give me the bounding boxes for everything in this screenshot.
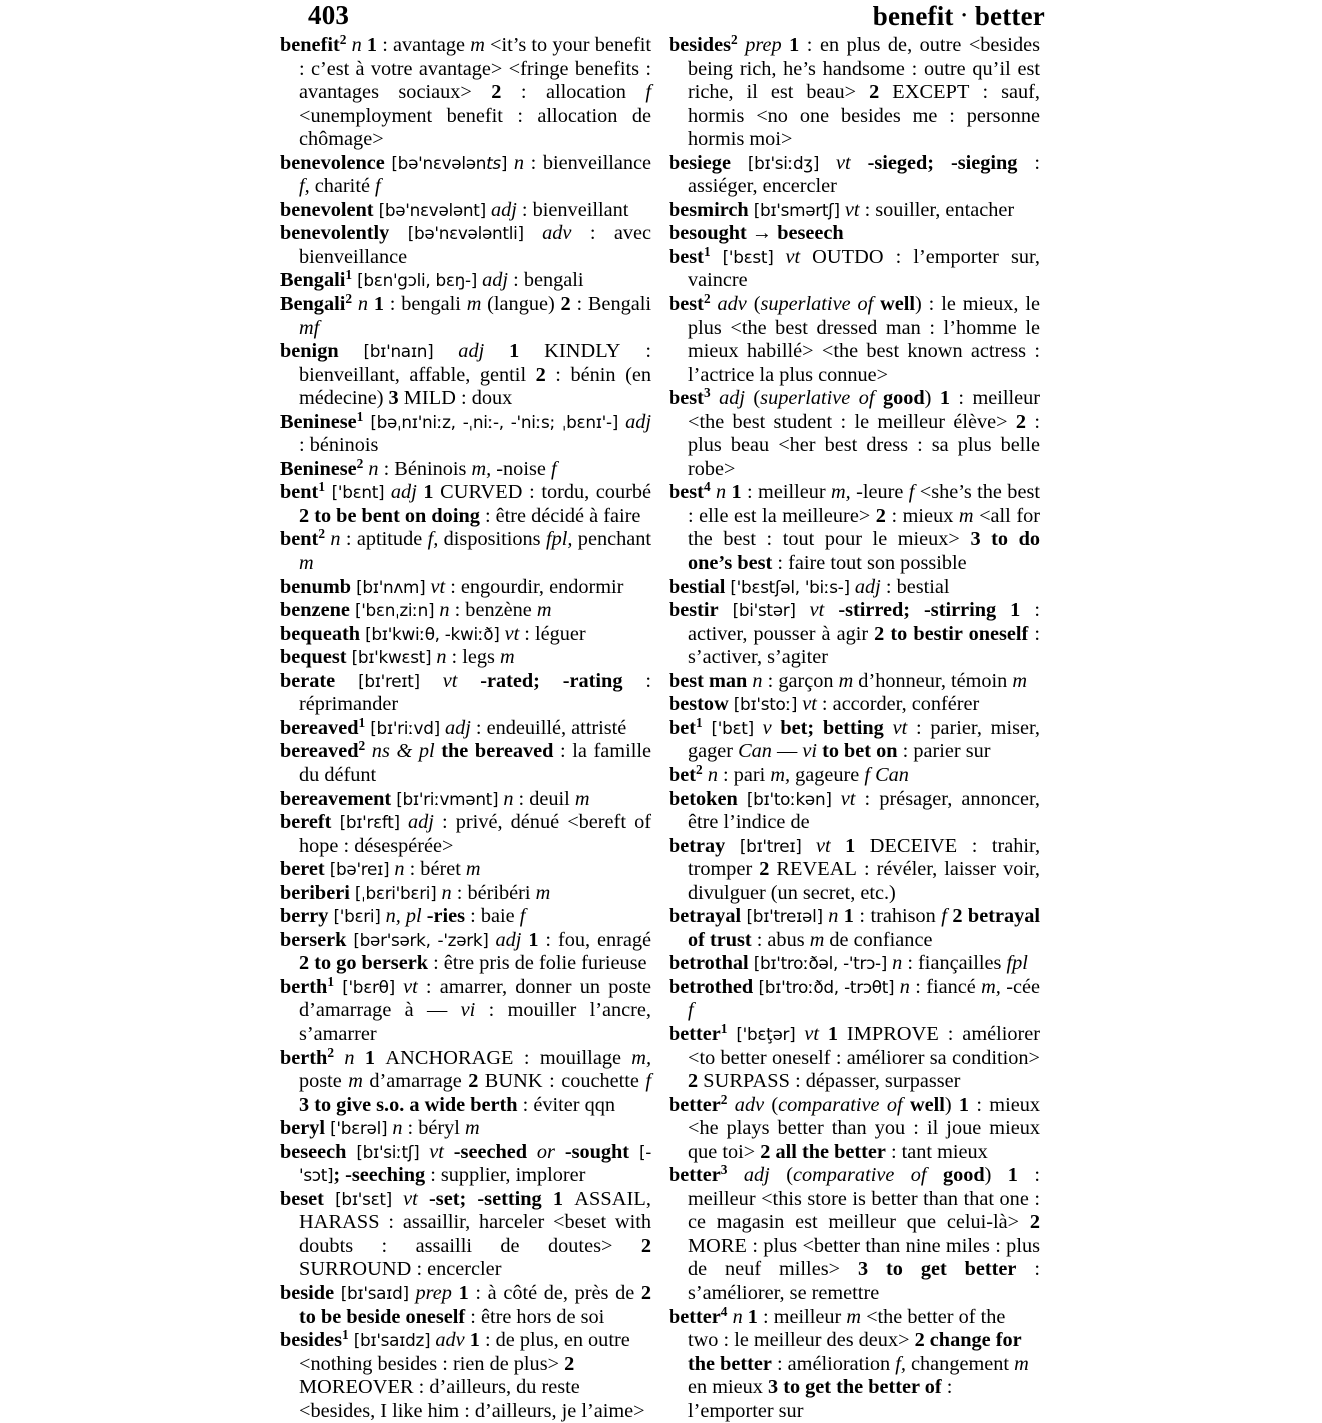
dict-entry: betoken [bɪ'toːkən] vt : présager, annoncer, être l’indice de <box>669 787 1040 834</box>
dict-entry: beriberi [ˌbɛri'bɛri] n : béribéri m <box>280 881 551 904</box>
dict-entry: best$^1$ ['bɛst] vt OUTDO : l’emporter sur, vaincre <box>669 243 1040 292</box>
dict-entry: beseech [bɪ'siːtʃ] vt -seeched or -sought [-'sɔt]; -seeching : supplier, implorer <box>280 1140 651 1187</box>
dict-entry: betrothal [bɪ'troːðəl, -'trɔ-] n : fiançailles fpl <box>669 952 1028 975</box>
dict-entry: bereaved$^2$ ns & pl the bereaved : la famille du défunt <box>280 738 651 786</box>
dict-entry: besides$^2$ prep 1 : en plus de, outre <besides being rich, he’s handsome : outre qu’il est riche, il est beau> 2 EXCEPT : sauf, hormis <no one besides me : personne hormis moi> <box>669 32 1040 151</box>
guide-words <box>873 0 1045 31</box>
columns-container <box>280 34 1040 1423</box>
dict-entry: better$^4$ n 1 : meilleur m <the better of the two : le meilleur des deux> 2 change for the better : amélioration f, changement m en mieux 3 to get the better of : l’emporter sur <box>669 1303 1029 1422</box>
dict-entry: benzene ['bɛnˌziːn] n : benzène m <box>280 599 552 622</box>
dict-entry: best$^3$ adj (superlative of good) 1 : meilleur <the best student : le meilleur élève> 2 : plus beau <her best dress : sa plus belle robe> <box>669 385 1041 480</box>
dict-entry: besiege [bɪ'siːdʒ] vt -sieged; -sieging : assiéger, encercler <box>669 151 1040 198</box>
dict-entry: beset [bɪ'sɛt] vt -set; -setting 1 ASSAIL, HARASS : assaillir, harceler <beset with doubts : assailli de doutes> 2 SURROUND : encercler <box>280 1187 652 1281</box>
dict-entry: bestir [bi'stər] vt -stirred; -stirring 1 : activer, pousser à agir 2 to bestir oneself : s’activer, s’agiter <box>669 599 1040 669</box>
dict-entry: besides$^1$ [bɪ'saɪdz] adv 1 : de plus, en outre <nothing besides : rien de plus> 2 MOREOVER : d’ailleurs, du reste <besides, I like him : d’ailleurs, je l’aime> <box>280 1327 645 1422</box>
dict-entry: bereavement [bɪ'riːvmənt] n : deuil m <box>280 787 590 810</box>
dict-entry: benumb [bɪ'nʌm] vt : engourdir, endormir <box>280 575 624 598</box>
dict-entry: best$^2$ adv (superlative of well) : le mieux, le plus <the best dressed man : l’homme le mieux habillé> <the best known actress : l’actrice la plus connue> <box>669 291 1040 386</box>
dict-entry: best man n : garçon m d’honneur, témoin m <box>669 669 1028 692</box>
dict-entry: beryl ['bɛrəl] n : béryl m <box>280 1117 480 1140</box>
dict-entry: Bengali$^2$ n 1 : bengali m (langue) 2 : Bengali mf <box>280 291 651 339</box>
dict-entry: bequest [bɪ'kwɛst] n : legs m <box>280 646 515 669</box>
guide-word-first: benefit <box>872 1 954 31</box>
guide-word-last: better <box>974 1 1045 31</box>
dict-entry: beret [bə'reɪ] n : béret m <box>280 858 481 881</box>
dict-entry: berserk [bər'sərk, -'zərk] adj 1 : fou, enragé 2 to go berserk : être pris de folie furieuse <box>280 928 652 975</box>
guide-word-separator: · <box>960 3 968 27</box>
dict-entry: betrayal [bɪ'treɪəl] n 1 : trahison f 2 betrayal of trust : abus m de confiance <box>669 905 1041 951</box>
dict-entry: bet$^2$ n : pari m, gageure f Can <box>669 762 909 786</box>
dict-entry: besought → beseech <box>669 222 844 245</box>
dict-entry: bet$^1$ ['bɛt] v bet; betting vt : parier, miser, gager Can — vi to bet on : parier sur <box>669 714 1040 763</box>
dict-entry: bequeath [bɪ'kwiːθ, -kwiːð] vt : léguer <box>280 622 586 645</box>
dict-entry: bestow [bɪ'stoː] vt : accorder, conférer <box>669 693 980 716</box>
dict-entry: berth$^1$ ['bɛrθ] vt : amarrer, donner un poste d’amarrage à — vi : mouiller l’ancre, s’amarrer <box>280 973 652 1045</box>
dict-entry: besmirch [bɪ'smərtʃ] vt : souiller, entacher <box>669 198 1015 221</box>
dict-entry: Bengali$^1$ [bɛn'gɔli, bɛŋ-] adj : bengali <box>280 267 584 292</box>
dict-entry: better$^2$ adv (comparative of well) 1 : mieux <he plays better than you : il joue mieux que toi> 2 all the better : tant mieux <box>669 1091 1040 1163</box>
dict-entry: berth$^2$ n 1 ANCHORAGE : mouillage m, poste m d’amarrage 2 BUNK : couchette f 3 to give s.o. a wide berth : éviter qqn <box>280 1044 652 1116</box>
dict-entry: bestial ['bɛstʃəl, 'biːs-] adj : bestial <box>669 575 950 598</box>
dict-entry: beside [bɪ'saɪd] prep 1 : à côté de, près de 2 to be beside oneself : être hors de soi <box>280 1281 652 1328</box>
dict-entry: berate [bɪ'reɪt] vt -rated; -rating : réprimander <box>280 669 651 716</box>
column-right <box>669 34 1040 1423</box>
column-left <box>280 34 651 1423</box>
dict-entry: benign [bɪ'naɪn] adj 1 KINDLY : bienveillant, affable, gentil 2 : bénin (en médecine) 3 MILD : doux <box>280 340 651 410</box>
dict-entry: bereaved$^1$ [bɪ'riːvd] adj : endeuillé, attristé <box>280 714 627 739</box>
dict-entry: better$^3$ adj (comparative of good) 1 : meilleur <this store is better than that one : ce magasin est meilleur que celui-là> 2 MORE : plus <better than nine miles : plus de neuf milles> 3 to get better : s’améliorer, se remettre <box>669 1162 1040 1304</box>
page-number: 403 <box>308 0 350 30</box>
dict-entry: Beninese$^2$ n : Béninois m, -noise f <box>280 455 557 480</box>
dict-entry: betrothed [bɪ'troːðd, -trɔθt] n : fiancé m, -cée f <box>669 975 1040 1022</box>
dict-entry: benevolent [bə'nɛvələnt] adj : bienveillant <box>280 198 629 221</box>
dict-entry: benevolently [bə'nɛvələntli] adv : avec bienveillance <box>280 222 651 268</box>
dict-entry: benevolence [bə'nɛvələnts] n : bienveillance f, charité f <box>280 151 651 198</box>
dict-entry: Beninese$^1$ [bəˌnɪ'niːz, -ˌniː-, -'niːs; ˌbɛnɪ'-] adj : béninois <box>280 408 651 457</box>
dict-entry: best$^4$ n 1 : meilleur m, -leure f <she’s the best : elle est la meilleure> 2 : mieux m <all for the best : tout pour le mieux> 3 to do one’s best : faire tout son possible <box>669 479 1040 575</box>
dict-entry: bereft [bɪ'rɛft] adj : privé, dénué <bereft of hope : désespérée> <box>280 811 651 857</box>
dict-entry: betray [bɪ'treɪ] vt 1 DECEIVE : trahir, tromper 2 REVEAL : révéler, laisser voir, divulguer (un secret, etc.) <box>669 834 1041 904</box>
dict-entry: bent$^1$ ['bɛnt] adj 1 CURVED : tordu, courbé 2 to be bent on doing : être décidé à faire <box>280 479 651 527</box>
dict-entry: benefit$^2$ n 1 : avantage m <it’s to your benefit : c’est à votre avantage> <fringe benefits : avantages sociaux> 2 : allocation f <unemployment benefit : allocation de chômage> <box>280 32 652 151</box>
running-head <box>282 0 1045 34</box>
dict-entry: better$^1$ ['bɛţər] vt 1 IMPROVE : améliorer <to better oneself : améliorer sa condition> 2 SURPASS : dépasser, surpasser <box>669 1021 1041 1093</box>
dict-entry: berry ['bɛri] n, pl -ries : baie f <box>280 905 526 928</box>
dict-entry: bent$^2$ n : aptitude f, dispositions fpl, penchant m <box>280 526 652 575</box>
